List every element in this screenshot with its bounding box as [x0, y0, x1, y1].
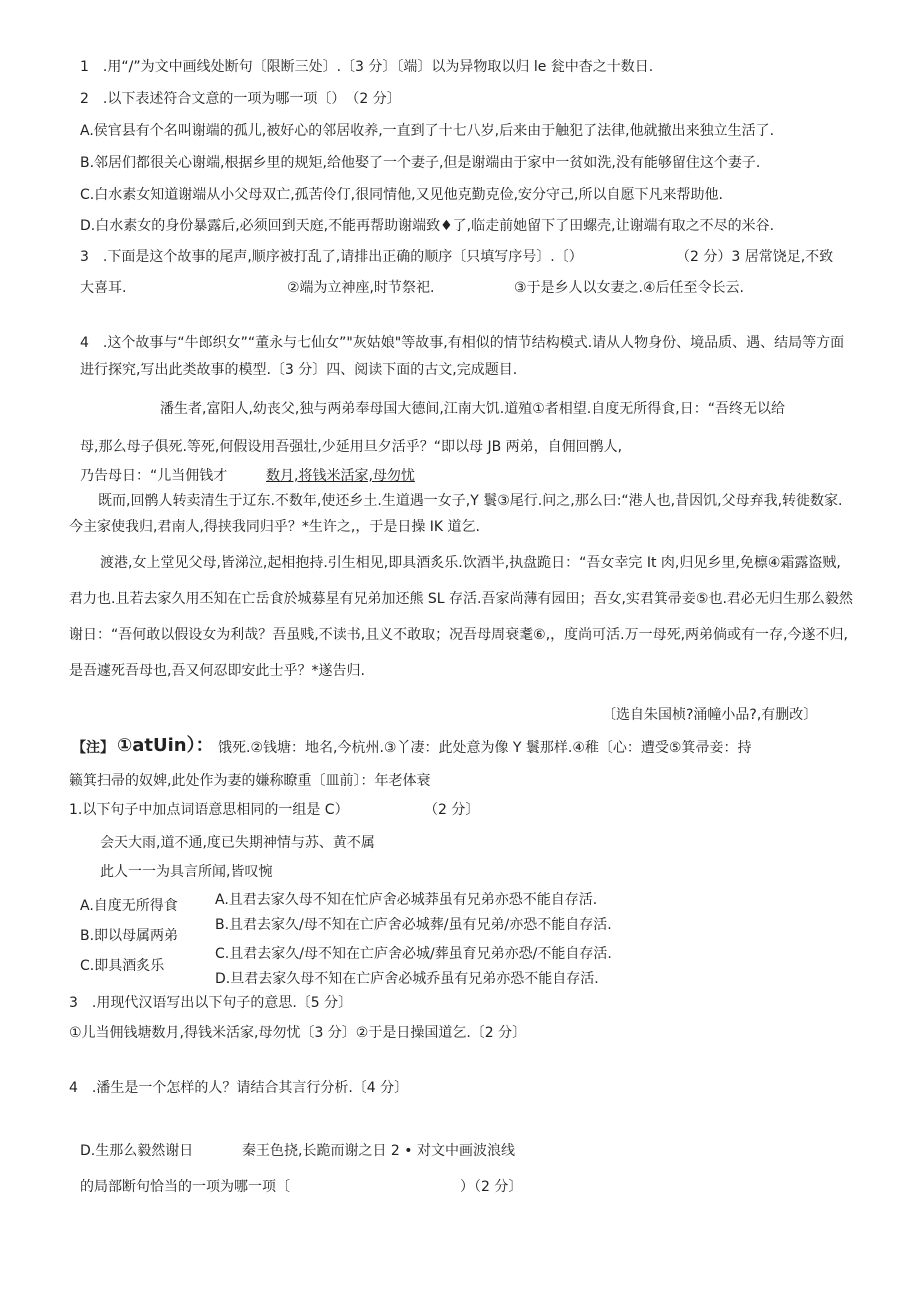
s3-stem: 3 .用现代汉语写出以下句子的意思.〔5 分〕: [69, 995, 353, 1011]
s1-score: （2 分〕: [424, 802, 480, 818]
passage-line-3a: 乃告母日：“儿当佣钱才: [80, 468, 228, 484]
notes-line-2: 籁箕扫帚的奴婢,此处作为妻的嫌称瞭重〔皿前〕：年老体衰: [69, 773, 431, 789]
q2-option-a: A.侯官县有个名叫谢端的孤儿,被好心的邻居收养,一直到了十七八岁,后来由于触犯了法律,他就撤出来独立生活了.: [80, 123, 775, 139]
s4-stem: 4 .潘生是一个怎样的人？请结合其言行分析.〔4 分〕: [69, 1080, 409, 1096]
q2-stem: 2 .以下表述符合文意的一项为哪一项〔） （2 分〕: [80, 91, 401, 107]
s1-left-c: C.即具酒炙乐: [80, 958, 165, 974]
q4-line-1: 4 .这个故事与“牛郎织女”“董永与七仙女”"灰姑娘"等故事,有相似的情节结构模式.请从人物身份、境品质、遇、结局等方面: [80, 335, 845, 351]
s2-option-c: C.且君去家久/母不知在亡庐舍必城/葬虽育兄弟亦恐/不能自存活.: [215, 946, 612, 962]
s1-pair-2: 此人一一为具言所闻,皆叹惋: [100, 864, 273, 880]
passage-line-6: 渡港,女上堂见父母,皆涕泣,起相抱持.引生相见,即具酒炙乐.饮酒半,执盘跪日：“吾女幸完 It 肉,归见乡里,免檩④霜露盗贼,: [100, 555, 841, 571]
passage-line-1: 潘生者,富阳人,幼丧父,独与两弟奉母国大德间,江南大饥.道殖①者相望.自度无所得食,日：“吾终无以给: [160, 401, 785, 417]
passage-line-7: 君力也.且若去家久用丕知在亡岳食於城募星有兄弟加还熊 SL 存活.吾家尚薄有园田；吾女,实君箕帚妾⑤也.君必无归生那么毅然: [69, 591, 853, 607]
passage-line-9: 是吾遽死吾母也,吾又何忍即安此士乎？*遂告归.: [69, 663, 365, 679]
q3-score: （2 分）3 居常饶足,不致: [676, 249, 834, 265]
notes-label: 【注】: [72, 740, 114, 756]
passage-line-2: 母,那么母子俱死.等死,何假设用吾强壮,少延用旦夕活乎？“即以母 JB 两弟，自佣回鹘人,: [80, 439, 623, 455]
q2-option-d: D.白水素女的身份暴露后,必须回到天庭,不能再帮助谢端致♦了,临走前她留下了田螺壳,让谢端有取之不尽的米谷.: [80, 218, 775, 234]
s2-option-a: A.且君去家久母不知在忙庐舍必城莽虽有兄弟亦恐不能自存活.: [215, 892, 598, 908]
notes-line-1: 饿死.②钱塘：地名,今杭州.③丫凄：此处意为像 Y 鬟那样.④稚〔心：遭受⑤箕帚妾：持: [218, 740, 752, 756]
tail-line-2: 的局部断句恰当的一项为哪一项〔: [80, 1179, 290, 1195]
s3-items: ①儿当佣钱塘数月,得钱米活家,母勿忧〔3 分〕②于是日操国道乞.〔2 分〕: [69, 1025, 527, 1041]
s2-option-d: D.旦君去家久母不知在亡庐舍必城乔虽有兄弟亦恐不能自存活.: [215, 971, 599, 987]
q2-option-c: C.白水素女知道谢端从小父母双亡,孤苦伶仃,很同情他,又见他克勤克俭,安分守己,所以自愿下凡来帮助他.: [80, 187, 723, 203]
q2-option-b: B.邻居们都很关心谢端,根据乡里的规矩,给他娶了一个妻子,但是谢端由于家中一贫如洗,没有能够留住这个妻子.: [80, 155, 761, 171]
q4-line-2: 进行探究,写出此类故事的模型.〔3 分〕四、阅读下面的古文,完成题目.: [80, 362, 518, 378]
s1-left-b: B.即以母属两弟: [80, 928, 179, 944]
source-note: 〔选自朱国桢?涌幢小品?,有删改〕: [602, 707, 818, 723]
passage-line-4: 既而,回鹘人转卖清生于辽东.不数年,使还乡土.生道遇一女子,Y 鬟③尾行.问之,那么曰:“港人也,昔因饥,父母弃我,转徙数家.: [98, 493, 843, 509]
q3-item-3: ③于是乡人以女妻之.④后任至令长云.: [514, 280, 745, 296]
tail-score: ）（2 分〕: [460, 1179, 523, 1195]
q1-line: 1 .用“/”为文中画线处断句〔限断三处〕.〔3 分〕〔端〕以为异物取以归 le 瓮中杳之十数日.: [80, 59, 654, 75]
q3-item-1: 大喜耳.: [80, 280, 127, 296]
s2-option-b: B.且君去家久/母不知在亡庐舍必城葬/虽有兄弟/亦恐不能自存活.: [215, 917, 612, 933]
s1-left-a: A.自度无所得食: [80, 898, 178, 914]
tail-option-d: D.生那么毅然谢日: [80, 1143, 194, 1159]
q3-stem: 3 .下面是这个故事的尾声,顺序被打乱了,请排出正确的顺序〔只填写序号〕.〔）: [80, 249, 583, 265]
tail-line-1: 秦王色挠,长跪而谢之日 2 • 对文中画波浪线: [242, 1143, 515, 1159]
passage-line-5: 今主家使我归,君南人,得挟我同归乎？*生许之,，于是日操 IK 道乞.: [69, 519, 481, 535]
passage-line-8: 谢日：“吾何敢以假设女为利哉？吾虽贱,不读书,且义不敢取；况吾母周衰耄⑥,，度尚可活.万一母死,两弟倘或有一存,今遂不归,: [69, 627, 848, 643]
passage-line-3b: 数月,将钱米活家,母勿忧: [266, 468, 415, 484]
notes-circle-term: ①atUin）：: [117, 735, 214, 756]
s1-stem: 1.以下句子中加点词语意思相同的一组是 C）: [69, 802, 349, 818]
q3-item-2: ②端为立神座,时节祭祀.: [287, 280, 435, 296]
s1-pair-1: 会天大雨,道不通,度已失期神情与苏、黄不属: [100, 835, 375, 851]
